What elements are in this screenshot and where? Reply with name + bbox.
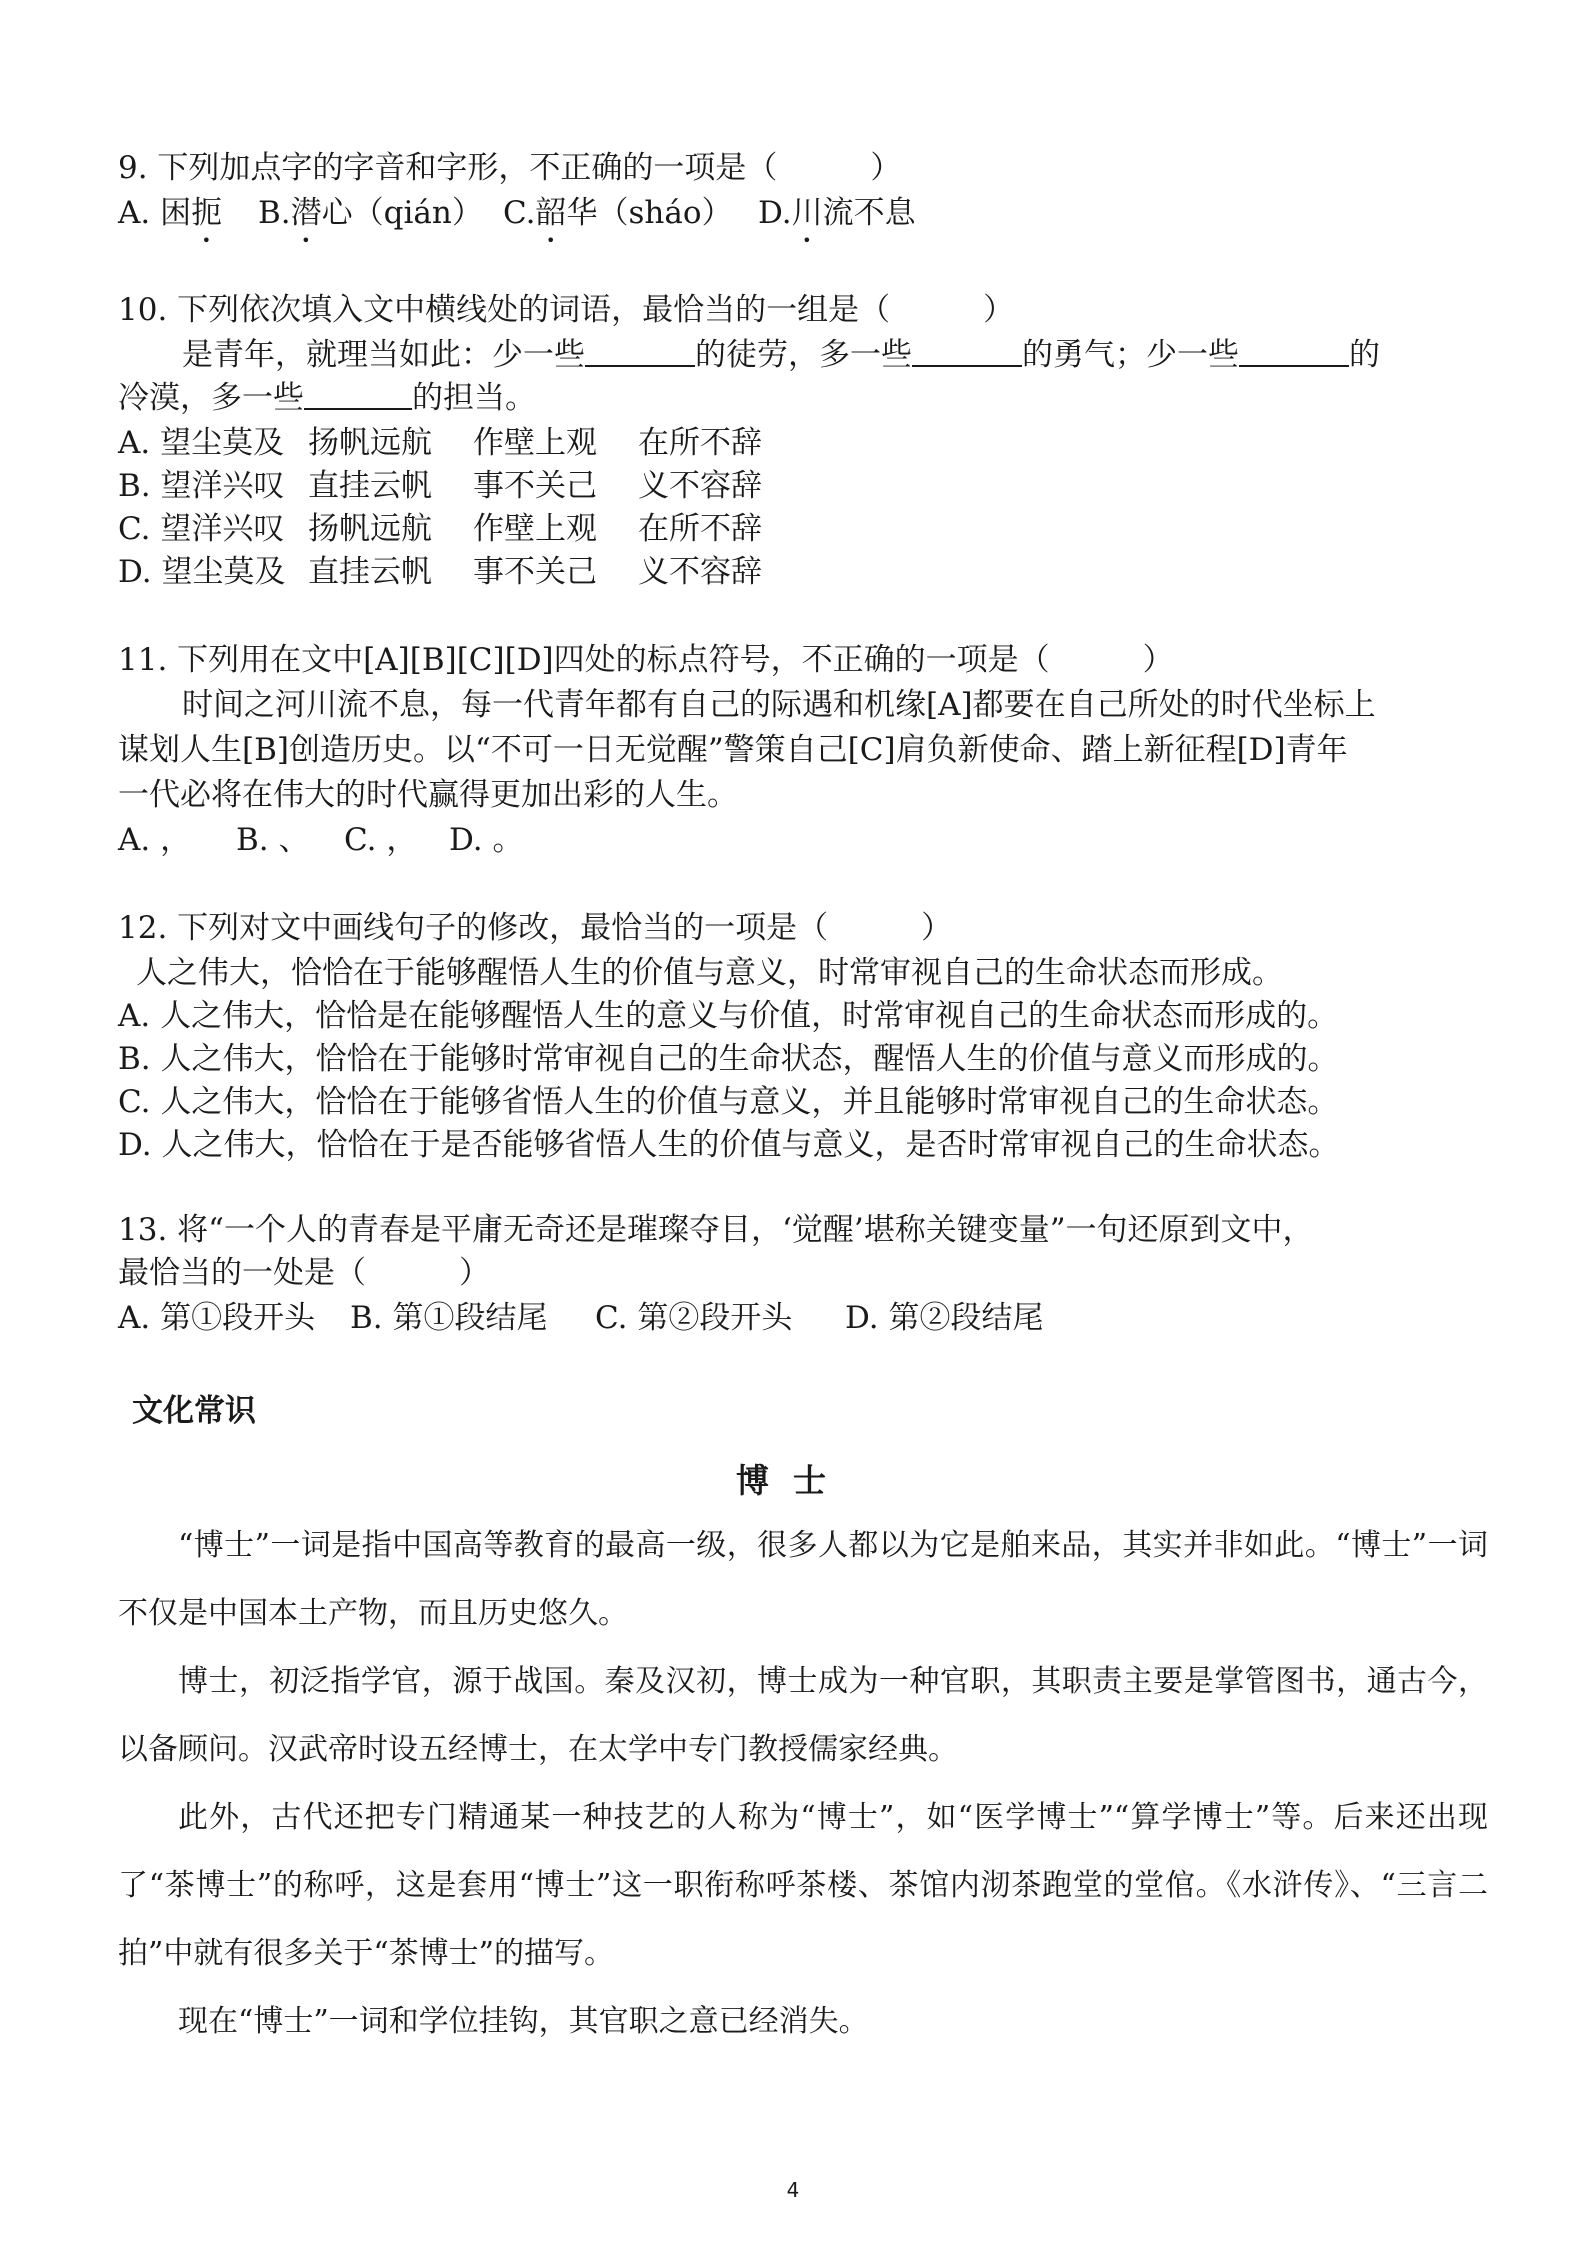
q10-option-d-word-2: 直挂云帆 [308, 554, 432, 590]
article-paragraph-2: 博士，初泛指学官，源于战国。秦及汉初，博士成为一种官职，其职责主要是掌管图书，通古今，以备顾问。汉武帝时设五经博士，在太学中专门教授儒家经典。 [118, 1664, 1488, 1767]
q10-option-c [118, 509, 762, 549]
q13-option-d: D. 第②段结尾 [845, 1300, 1044, 1336]
q9-options [118, 193, 916, 250]
q10-passage-text: 的担当。 [412, 380, 536, 416]
q13-option-c: C. 第②段开头 [595, 1300, 793, 1336]
fill-blank [1239, 337, 1349, 367]
q11-passage-line-1: 时间之河川流不息，每一代青年都有自己的际遇和机缘[A]都要在自己所处的时代坐标上 [182, 687, 1376, 723]
q11-option-a: A. ， [118, 822, 192, 858]
q11-option-b: B. 、 [236, 822, 310, 858]
q9-option-c-dotted-char: 韶 [535, 195, 567, 231]
q10-option-d-word-1: D. 望尘莫及 [118, 554, 286, 590]
q10-option-c-word-3: 作壁上观 [473, 511, 597, 547]
q10-option-b-word-2: 直挂云帆 [308, 468, 432, 504]
q10-passage-text: 的勇气；少一些 [1022, 337, 1239, 373]
section-heading: 文化常识 [132, 1393, 256, 1429]
q9-option-c-suffix: 华（sháo） [566, 195, 733, 231]
q11-passage-line-3: 一代必将在伟大的时代赢得更加出彩的人生。 [118, 777, 738, 813]
q10-option-d-word-3: 事不关己 [473, 554, 597, 590]
q9-option-c-prefix: C. [503, 195, 536, 231]
q10-option-d-word-4: 义不容辞 [638, 554, 762, 590]
q10-option-b-word-3: 事不关己 [473, 468, 597, 504]
q12-option-c: C. 人之伟大，恰恰在于能够省悟人生的价值与意义，并且能够时常审视自己的生命状态。 [118, 1084, 1339, 1120]
q10-passage-text: 的 [1349, 337, 1380, 373]
q9-option-d-prefix: D. [758, 195, 792, 231]
q10-passage-line-2 [118, 378, 536, 418]
q11-passage-line-2: 谋划人生[B]创造历史。以“不可一日无觉醒”警策自己[C]肩负新使命、踏上新征程[D]青年 [118, 732, 1348, 768]
q10-passage-text: 是青年，就理当如此：少一些 [182, 337, 585, 373]
article-paragraph-1: “博士”一词是指中国高等教育的最高一级，很多人都以为它是舶来品，其实并非如此。“博士”一词不仅是中国本土产物，而且历史悠久。 [118, 1528, 1488, 1631]
q10-option-a-word-1: A. 望尘莫及 [118, 425, 285, 461]
q10-option-c-word-4: 在所不辞 [638, 511, 762, 547]
q10-option-a-word-2: 扬帆远航 [308, 425, 432, 461]
q11-option-d: D. 。 [449, 822, 524, 858]
q9-option-c [503, 193, 758, 250]
q10-option-c-word-2: 扬帆远航 [308, 511, 432, 547]
article-paragraph-3: 此外，古代还把专门精通某一种技艺的人称为“博士”，如“医学博士”“算学博士”等。后来还出现了“茶博士”的称呼，这是套用“博士”这一职衔称呼茶楼、茶馆内沏茶跑堂的堂倌。《水浒传》、“三言二拍”中就有很多关于“茶博士”的描写。 [118, 1800, 1488, 1971]
q10-passage-text: 的徒劳，多一些 [695, 337, 912, 373]
article-paragraph-4: 现在“博士”一词和学位挂钩，其官职之意已经消失。 [178, 2004, 869, 2039]
q11-stem: 11. 下列用在文中[A][B][C][D]四处的标点符号，不正确的一项是（ ） [118, 642, 1174, 678]
q13-option-b: B. 第①段结尾 [350, 1300, 548, 1336]
fill-blank [304, 380, 412, 410]
q13-stem-line-1: 13. 将“一个人的青春是平庸无奇还是璀璨夺目，‘觉醒’堪称关键变量”一句还原到文中， [118, 1212, 1314, 1248]
q11-options [118, 820, 523, 860]
q10-option-b [118, 466, 762, 506]
q9-option-b-dotted-char: 潜 [290, 195, 322, 231]
q12-option-a: A. 人之伟大，恰恰是在能够醒悟人生的意义与价值，时常审视自己的生命状态而形成的。 [118, 998, 1339, 1034]
q12-option-d: D. 人之伟大，恰恰在于是否能够省悟人生的价值与意义，是否时常审视自己的生命状态。 [118, 1127, 1340, 1163]
q12-sentence: 人之伟大，恰恰在于能够醒悟人生的价值与意义，时常审视自己的生命状态而形成。 [136, 955, 1283, 991]
q9-stem: 9. 下列加点字的字音和字形，不正确的一项是（ ） [118, 150, 902, 186]
fill-blank [912, 337, 1022, 367]
q12-stem: 12. 下列对文中画线句子的修改，最恰当的一项是（ ） [118, 910, 953, 946]
q10-option-c-word-1: C. 望洋兴叹 [118, 511, 285, 547]
q9-option-a-dotted-char: 扼 [191, 195, 223, 231]
q10-option-a-word-3: 作壁上观 [473, 425, 597, 461]
q9-option-d-dotted-char: 川 [791, 195, 823, 231]
q10-option-b-word-1: B. 望洋兴叹 [118, 468, 285, 504]
q10-passage-line-1 [182, 335, 1380, 375]
q10-option-a [118, 423, 762, 463]
q13-options [118, 1298, 1043, 1338]
page-number: 4 [786, 2178, 800, 2202]
q9-option-d-suffix: 流不息 [822, 195, 916, 231]
q10-option-a-word-4: 在所不辞 [638, 425, 762, 461]
q13-stem-line-2: 最恰当的一处是（ ） [118, 1255, 490, 1291]
q9-option-b-prefix: B. [258, 195, 291, 231]
q10-option-b-word-4: 义不容辞 [638, 468, 762, 504]
q12-option-b: B. 人之伟大，恰恰在于能够时常审视自己的生命状态，醒悟人生的价值与意义而形成的。 [118, 1041, 1339, 1077]
q9-option-d [758, 193, 916, 250]
q13-option-a: A. 第①段开头 [118, 1300, 316, 1336]
q9-option-b-suffix: 心（qián） [321, 195, 483, 231]
q9-option-a-prefix: A. 困 [118, 195, 192, 231]
q9-option-b [258, 193, 503, 250]
q11-option-c: C. ， [344, 822, 418, 858]
q10-option-d [118, 552, 762, 592]
article-title: 博士 [736, 1461, 850, 1500]
q10-passage-text: 冷漠，多一些 [118, 380, 304, 416]
q9-option-a [118, 193, 258, 250]
q10-stem: 10. 下列依次填入文中横线处的词语，最恰当的一组是（ ） [118, 292, 1015, 328]
fill-blank [585, 337, 695, 367]
